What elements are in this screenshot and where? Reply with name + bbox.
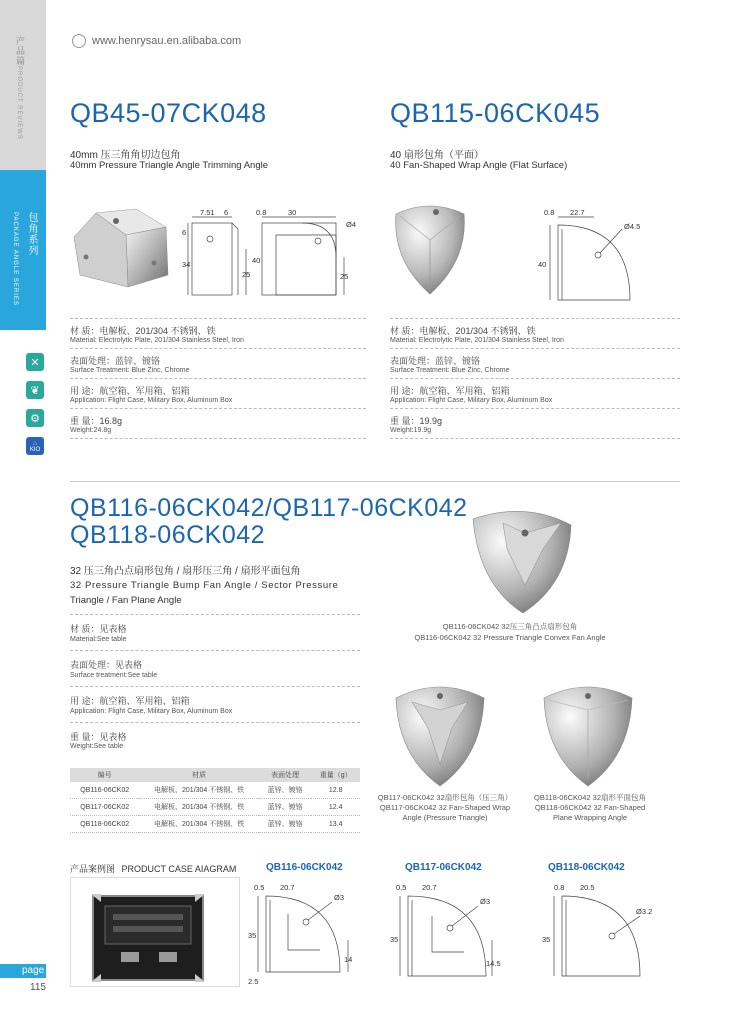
svg-text:Ø3: Ø3 <box>480 897 491 906</box>
qb117-caption-cn: QB117-06CK042 32扇形包角（压三角） <box>377 793 513 802</box>
product-1-weight-en: Weight:24.8g <box>70 427 112 434</box>
group-usage-en: Application: Flight Case, Military Box, Aluminum Box <box>70 708 233 715</box>
drawing-3 <box>540 880 653 990</box>
table-header-row <box>70 768 360 782</box>
qb116-caption-en: QB116-06CK042 32 Pressure Triangle Convex Fan Angle <box>414 633 606 642</box>
svg-text:25: 25 <box>340 272 349 281</box>
table-row <box>70 799 360 816</box>
sidebar-section-en: PACKAGE ANGLE SERIES <box>12 212 18 306</box>
svg-text:6: 6 <box>224 208 229 217</box>
product-2-code: QB115-06CK045 <box>390 98 601 128</box>
svg-text:0.5: 0.5 <box>254 883 265 892</box>
divider <box>70 650 360 651</box>
svg-text:0.5: 0.5 <box>396 883 407 892</box>
sidebar-top <box>0 0 46 170</box>
certificate-icon: ∴ KIO <box>26 437 44 455</box>
qb118-caption-en-1: QB118-06CK042 32 Fan-Shaped <box>534 803 646 812</box>
svg-text:Ø3: Ø3 <box>334 893 345 902</box>
table-cell: 电解板、201/304 不锈钢、铁 <box>139 782 259 799</box>
divider <box>70 438 366 439</box>
product-2-usage-cn: 用 途：航空箱、军用箱、铝箱 <box>390 386 510 396</box>
svg-text:Ø4: Ø4 <box>346 220 357 229</box>
svg-text:20.7: 20.7 <box>280 883 295 892</box>
qb117-photo <box>390 680 490 790</box>
qb118-caption-cn: QB118-06CK042 32扇形平面包角 <box>534 793 646 802</box>
table-header: 材质 <box>139 768 259 782</box>
group-code-line-1: QB116-06CK042/QB117-06CK042 <box>70 494 468 522</box>
drawing-1-model: QB116-06CK042 <box>266 862 343 873</box>
svg-text:14.5: 14.5 <box>486 959 501 968</box>
product-2-drawing <box>530 205 650 305</box>
product-2-usage-en: Application: Flight Case, Military Box, Aluminum Box <box>390 397 553 404</box>
svg-text:Ø4.5: Ø4.5 <box>624 222 641 231</box>
product-1-photo <box>66 205 176 295</box>
divider <box>390 348 680 349</box>
svg-text:35: 35 <box>542 935 551 944</box>
group-code-line-2: QB118-06CK042 <box>70 521 266 549</box>
website-url[interactable]: www.henrysau.en.alibaba.com <box>92 35 242 47</box>
case-label-en: PRODUCT CASE AIAGRAM <box>121 864 237 874</box>
drawing-1 <box>248 880 358 990</box>
qb116-photo <box>465 505 577 617</box>
svg-text:7.51: 7.51 <box>200 208 215 217</box>
svg-text:25: 25 <box>242 270 251 279</box>
svg-text:30: 30 <box>288 208 297 217</box>
svg-text:22.7: 22.7 <box>570 208 585 217</box>
product-1-code: QB45-07CK048 <box>70 98 267 128</box>
group-weight-cn: 重 量：见表格 <box>70 732 127 742</box>
svg-text:0.8: 0.8 <box>256 208 267 217</box>
product-2-weight-cn: 重 量：19.9g <box>390 416 443 426</box>
table-cell: QB116-06CK02 <box>70 782 139 799</box>
table-cell: 12.8 <box>311 782 360 799</box>
svg-text:40: 40 <box>252 256 261 265</box>
svg-text:0.8: 0.8 <box>554 883 565 892</box>
qb118-photo <box>538 680 638 790</box>
svg-text:35: 35 <box>248 931 257 940</box>
divider <box>70 378 366 379</box>
divider <box>390 438 680 439</box>
sidebar-top-cn: 产品篇 <box>15 36 25 66</box>
divider <box>390 378 680 379</box>
product-1-usage-en: Application: Flight Case, Military Box, Aluminum Box <box>70 397 233 404</box>
table-row <box>70 816 360 833</box>
product-1-material-cn: 材 质：电解板、201/304 不锈钢、铁 <box>70 326 216 336</box>
svg-text:14: 14 <box>344 955 353 964</box>
divider <box>70 318 366 319</box>
qb117-caption-en-2: Angle (Pressure Triangle) <box>402 813 488 822</box>
qb116-caption-cn: QB116-06CK042 32压三角凸点扇形包角 <box>442 622 578 631</box>
svg-text:35: 35 <box>390 935 399 944</box>
drawing-2 <box>390 880 500 990</box>
globe-icon <box>72 34 86 48</box>
table-cell: 13.4 <box>311 816 360 833</box>
case-photo <box>70 877 240 987</box>
case-section-label <box>70 862 236 875</box>
table-cell: QB118-06CK02 <box>70 816 139 833</box>
product-2-name-cn: 40 扇形包角（平面） <box>390 150 484 161</box>
divider <box>70 614 360 615</box>
product-1-name-en: 40mm Pressure Triangle Angle Trimming Angle <box>70 160 269 171</box>
group-name-cn: 32 压三角凸点扇形包角 / 扇形压三角 / 扇形平面包角 <box>70 566 301 577</box>
table-header: 编号 <box>70 768 139 782</box>
product-2-photo <box>390 200 470 300</box>
table-cell: 12.4 <box>311 799 360 816</box>
product-1-material-en: Material: Electrolytic Plate, 201/304 Stainless Steel, Iron <box>70 337 244 344</box>
drawing-3-model: QB118-06CK042 <box>548 862 625 873</box>
leaf-icon: ❦ <box>26 381 44 399</box>
spec-table <box>70 768 360 833</box>
divider <box>70 348 366 349</box>
group-surface-en: Surface treatment:See table <box>70 672 158 679</box>
drawing-2-model: QB117-06CK042 <box>405 862 482 873</box>
sidebar-section <box>0 170 46 330</box>
product-1-weight-cn: 重 量：16.8g <box>70 416 123 426</box>
product-1-surface-en: Surface Treatment: Blue Zinc, Chrome <box>70 367 190 374</box>
tools-icon: ✕ <box>26 353 44 371</box>
product-1-usage-cn: 用 途：航空箱、军用箱、铝箱 <box>70 386 190 396</box>
divider <box>70 722 360 723</box>
page-number: 115 <box>30 982 46 993</box>
group-usage-cn: 用 途：航空箱、军用箱、铝箱 <box>70 696 190 706</box>
product-1-name-cn: 40mm 压三角角切边包角 <box>70 150 181 161</box>
table-header: 重量（g） <box>311 768 360 782</box>
divider <box>70 408 366 409</box>
product-1-drawing <box>180 205 370 300</box>
divider <box>70 686 360 687</box>
product-2-weight-en: Weight:19.9g <box>390 427 432 434</box>
svg-text:6: 6 <box>182 228 187 237</box>
table-cell: 蓝锌、镀铬 <box>259 782 311 799</box>
group-name-en-2: Triangle / Fan Plane Angle <box>70 595 182 606</box>
group-material-cn: 材 质：见表格 <box>70 624 127 634</box>
product-2-surface-en: Surface Treatment: Blue Zinc, Chrome <box>390 367 510 374</box>
product-1-surface-cn: 表面处理：蓝锌、镀铬 <box>70 356 161 366</box>
product-2-material-cn: 材 质：电解板、201/304 不锈钢、铁 <box>390 326 536 336</box>
qb118-caption-en-2: Plane Wrapping Angle <box>552 813 628 822</box>
svg-text:20.7: 20.7 <box>422 883 437 892</box>
svg-text:20.5: 20.5 <box>580 883 595 892</box>
group-weight-en: Weight:See table <box>70 743 124 750</box>
group-name-en-1: 32 Pressure Triangle Bump Fan Angle / Sector Pressure <box>70 580 339 591</box>
table-cell: QB117-06CK02 <box>70 799 139 816</box>
product-2-surface-cn: 表面处理：蓝锌、镀铬 <box>390 356 481 366</box>
svg-text:34: 34 <box>182 260 191 269</box>
sidebar-top-en: PRODUCT REVIEWS <box>16 66 22 140</box>
group-material-en: Material:See table <box>70 636 127 643</box>
product-2-material-en: Material: Electrolytic Plate, 201/304 Stainless Steel, Iron <box>390 337 564 344</box>
table-cell: 电解板、201/304 不锈钢、铁 <box>139 799 259 816</box>
svg-text:2.5: 2.5 <box>248 977 259 986</box>
svg-text:Ø3.2: Ø3.2 <box>636 907 653 916</box>
table-cell: 电解板、201/304 不锈钢、铁 <box>139 816 259 833</box>
svg-text:40: 40 <box>538 260 547 269</box>
table-cell: 蓝锌、镀铬 <box>259 799 311 816</box>
group-surface-cn: 表面处理：见表格 <box>70 660 143 670</box>
svg-text:0.8: 0.8 <box>544 208 555 217</box>
table-row <box>70 782 360 799</box>
product-2-name-en: 40 Fan-Shaped Wrap Angle (Flat Surface) <box>390 160 568 171</box>
section-divider <box>70 481 680 482</box>
page-label: page <box>0 964 46 978</box>
divider <box>390 318 680 319</box>
divider <box>390 408 680 409</box>
case-label-cn: 产品案例图 <box>70 864 116 874</box>
table-cell: 蓝锌、镀铬 <box>259 816 311 833</box>
sidebar-section-cn: 包角系列 <box>26 212 37 256</box>
qb117-caption-en-1: QB117-06CK042 32 Fan-Shaped Wrap <box>379 803 511 812</box>
gear-icon: ⚙ <box>26 409 44 427</box>
table-header: 表面处理 <box>259 768 311 782</box>
